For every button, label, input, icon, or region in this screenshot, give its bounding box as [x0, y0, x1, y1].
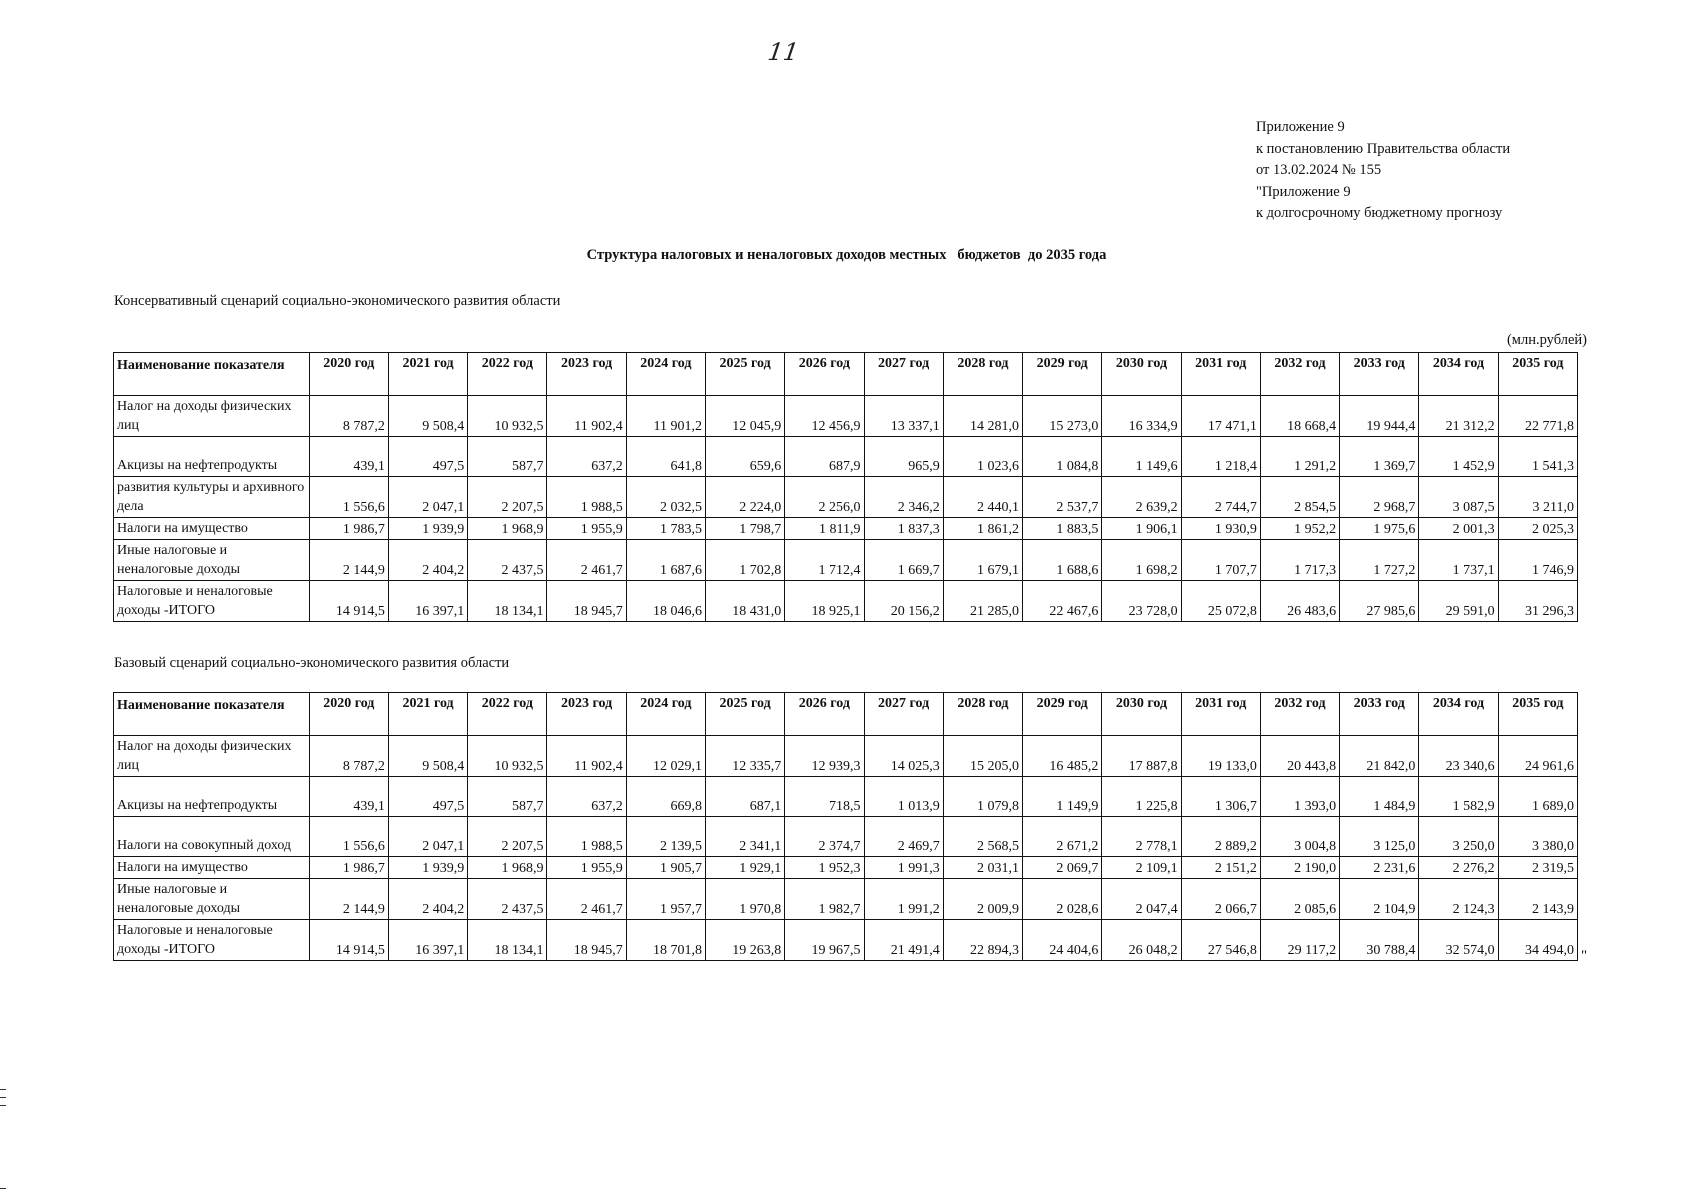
table-cell: 1 929,1 — [705, 857, 784, 879]
table-cell: 19 133,0 — [1181, 736, 1260, 777]
table-cell: 17 471,1 — [1181, 396, 1260, 437]
row-label: Налоги на имущество — [114, 857, 310, 879]
table-cell: 21 312,2 — [1419, 396, 1498, 437]
table-cell: 2 207,5 — [468, 477, 547, 518]
table-cell: 687,1 — [705, 777, 784, 817]
table-cell: 22 771,8 — [1498, 396, 1577, 437]
table-cell: 718,5 — [785, 777, 864, 817]
table-cell: 2 231,6 — [1340, 857, 1419, 879]
table-cell: 16 334,9 — [1102, 396, 1181, 437]
table-cell: 18 945,7 — [547, 581, 626, 622]
table-cell: 21 491,4 — [864, 920, 943, 961]
appendix-line: к постановлению Правительства области — [1256, 140, 1511, 157]
table-cell: 2 671,2 — [1023, 817, 1102, 857]
table-cell: 2 404,2 — [388, 540, 467, 581]
table-cell: 1 991,3 — [864, 857, 943, 879]
column-header-year: 2032 год — [1260, 693, 1339, 736]
table-cell: 1 084,8 — [1023, 437, 1102, 477]
table-cell: 1 369,7 — [1340, 437, 1419, 477]
column-header-year: 2028 год — [943, 353, 1022, 396]
table-cell: 12 939,3 — [785, 736, 864, 777]
table-body — [114, 396, 1578, 622]
table-cell: 18 134,1 — [468, 920, 547, 961]
table-cell: 27 985,6 — [1340, 581, 1419, 622]
table-cell: 1 957,7 — [626, 879, 705, 920]
table-cell: 1 861,2 — [943, 518, 1022, 540]
table-cell: 2 319,5 — [1498, 857, 1577, 879]
table-cell: 18 046,6 — [626, 581, 705, 622]
table-cell: 21 285,0 — [943, 581, 1022, 622]
table-cell: 2 256,0 — [785, 477, 864, 518]
table-cell: 1 707,7 — [1181, 540, 1260, 581]
table-cell: 2 461,7 — [547, 540, 626, 581]
row-label: Иные налоговые и неналоговые доходы — [114, 879, 310, 920]
column-header-year: 2026 год — [785, 353, 864, 396]
appendix-line: "Приложение 9 — [1256, 183, 1351, 200]
column-header-year: 2025 год — [705, 693, 784, 736]
table-row — [114, 777, 1578, 817]
column-header-year: 2023 год — [547, 353, 626, 396]
column-header-year: 2020 год — [309, 693, 388, 736]
table-row — [114, 920, 1578, 961]
table-cell: 15 273,0 — [1023, 396, 1102, 437]
scenario-heading-base: Базовый сценарий социально-экономического развития области — [114, 655, 510, 671]
document-title-text: Структура налоговых и неналоговых доходов местных бюджетов до 2035 года — [586, 247, 1107, 263]
table-cell: 1 218,4 — [1181, 437, 1260, 477]
column-header-year: 2034 год — [1419, 693, 1498, 736]
table-cell: 3 211,0 — [1498, 477, 1577, 518]
column-header-year: 2033 год — [1340, 693, 1419, 736]
table-cell: 1 905,7 — [626, 857, 705, 879]
header-row — [114, 353, 1578, 396]
table-cell: 1 023,6 — [943, 437, 1022, 477]
table-cell: 1 986,7 — [309, 857, 388, 879]
column-header-year: 2022 год — [468, 693, 547, 736]
column-header-year: 2035 год — [1498, 693, 1577, 736]
column-header-year: 2032 год — [1260, 353, 1339, 396]
table-cell: 9 508,4 — [388, 396, 467, 437]
table-row — [114, 817, 1578, 857]
table-cell: 1 225,8 — [1102, 777, 1181, 817]
table-cell: 659,6 — [705, 437, 784, 477]
table-cell: 1 955,9 — [547, 857, 626, 879]
table-cell: 29 117,2 — [1260, 920, 1339, 961]
table-cell: 1 883,5 — [1023, 518, 1102, 540]
table-cell: 1 737,1 — [1419, 540, 1498, 581]
column-header-year: 2021 год — [388, 693, 467, 736]
table-cell: 3 250,0 — [1419, 817, 1498, 857]
table-cell: 18 701,8 — [626, 920, 705, 961]
margin-mark — [0, 1105, 6, 1106]
table-cell: 18 431,0 — [705, 581, 784, 622]
table-cell: 19 944,4 — [1340, 396, 1419, 437]
column-header-year: 2035 год — [1498, 353, 1577, 396]
table-cell: 1 556,6 — [309, 477, 388, 518]
column-header-year: 2024 год — [626, 353, 705, 396]
table-cell: 1 679,1 — [943, 540, 1022, 581]
table-cell: 637,2 — [547, 437, 626, 477]
table-cell: 12 029,1 — [626, 736, 705, 777]
table-cell: 2 346,2 — [864, 477, 943, 518]
table-cell: 31 296,3 — [1498, 581, 1577, 622]
table-cell: 11 901,2 — [626, 396, 705, 437]
table-cell: 2 568,5 — [943, 817, 1022, 857]
table-cell: 2 109,1 — [1102, 857, 1181, 879]
table-cell: 1 727,2 — [1340, 540, 1419, 581]
income-table-conservative — [113, 352, 1578, 622]
table-cell: 26 048,2 — [1102, 920, 1181, 961]
table-cell: 3 004,8 — [1260, 817, 1339, 857]
table-cell: 965,9 — [864, 437, 943, 477]
table-row — [114, 540, 1578, 581]
table-cell: 497,5 — [388, 777, 467, 817]
table-cell: 1 952,3 — [785, 857, 864, 879]
table-cell: 2 139,5 — [626, 817, 705, 857]
income-table-base — [113, 692, 1578, 961]
appendix-line: к долгосрочному бюджетному прогнозу — [1256, 205, 1503, 221]
table-cell: 11 902,4 — [547, 736, 626, 777]
table-cell: 1 939,9 — [388, 518, 467, 540]
table-cell: 27 546,8 — [1181, 920, 1260, 961]
table-cell: 2 968,7 — [1340, 477, 1419, 518]
table-cell: 14 281,0 — [943, 396, 1022, 437]
table-cell: 1 079,8 — [943, 777, 1022, 817]
table-cell: 14 914,5 — [309, 581, 388, 622]
table-cell: 1 982,7 — [785, 879, 864, 920]
table-cell: 1 930,9 — [1181, 518, 1260, 540]
table-cell: 2 437,5 — [468, 540, 547, 581]
table-cell: 10 932,5 — [468, 736, 547, 777]
table-header — [114, 353, 1578, 396]
table-cell: 3 087,5 — [1419, 477, 1498, 518]
row-label: Иные налоговые и неналоговые доходы — [114, 540, 310, 581]
table-cell: 16 397,1 — [388, 920, 467, 961]
table-header — [114, 693, 1578, 736]
table-cell: 1 698,2 — [1102, 540, 1181, 581]
table-cell: 1 541,3 — [1498, 437, 1577, 477]
row-label: Налог на доходы физических лиц — [114, 736, 310, 777]
row-label: Акцизы на нефтепродукты — [114, 777, 310, 817]
table-row — [114, 857, 1578, 879]
column-header-year: 2027 год — [864, 353, 943, 396]
table-body — [114, 736, 1578, 961]
document-title — [0, 247, 1697, 264]
column-header-year: 2021 год — [388, 353, 467, 396]
table-cell: 1 746,9 — [1498, 540, 1577, 581]
table-cell: 18 134,1 — [468, 581, 547, 622]
table-row — [114, 581, 1578, 622]
appendix-line: от 13.02.2024 № 155 — [1256, 162, 1382, 178]
table-cell: 2 031,1 — [943, 857, 1022, 879]
table-cell: 637,2 — [547, 777, 626, 817]
table-cell: 2 085,6 — [1260, 879, 1339, 920]
column-header-year: 2024 год — [626, 693, 705, 736]
table-cell: 2 440,1 — [943, 477, 1022, 518]
table-cell: 1 688,6 — [1023, 540, 1102, 581]
column-header-year: 2031 год — [1181, 693, 1260, 736]
table-cell: 669,8 — [626, 777, 705, 817]
table-cell: 1 669,7 — [864, 540, 943, 581]
table-cell: 2 778,1 — [1102, 817, 1181, 857]
table-cell: 2 744,7 — [1181, 477, 1260, 518]
table-cell: 8 787,2 — [309, 396, 388, 437]
table-cell: 16 485,2 — [1023, 736, 1102, 777]
table-row — [114, 477, 1578, 518]
table-cell: 1 837,3 — [864, 518, 943, 540]
table-cell: 1 968,9 — [468, 518, 547, 540]
table-cell: 1 783,5 — [626, 518, 705, 540]
table-cell: 439,1 — [309, 437, 388, 477]
table-cell: 2 537,7 — [1023, 477, 1102, 518]
column-header-year: 2030 год — [1102, 353, 1181, 396]
table-cell: 3 125,0 — [1340, 817, 1419, 857]
table-cell: 1 988,5 — [547, 817, 626, 857]
table-cell: 497,5 — [388, 437, 467, 477]
column-header-year: 2033 год — [1340, 353, 1419, 396]
table-cell: 1 975,6 — [1340, 518, 1419, 540]
column-header-year: 2029 год — [1023, 353, 1102, 396]
table-cell: 1 717,3 — [1260, 540, 1339, 581]
table-cell: 2 404,2 — [388, 879, 467, 920]
units-label: (млн.рублей) — [1506, 332, 1587, 348]
table-cell: 25 072,8 — [1181, 581, 1260, 622]
table-cell: 1 582,9 — [1419, 777, 1498, 817]
table-cell: 22 467,6 — [1023, 581, 1102, 622]
appendix-line: Приложение 9 — [1256, 119, 1345, 135]
column-header-year: 2027 год — [864, 693, 943, 736]
table-cell: 9 508,4 — [388, 736, 467, 777]
table-cell: 32 574,0 — [1419, 920, 1498, 961]
table-cell: 24 961,6 — [1498, 736, 1577, 777]
table-cell: 1 556,6 — [309, 817, 388, 857]
table-cell: 2 001,3 — [1419, 518, 1498, 540]
table-cell: 1 712,4 — [785, 540, 864, 581]
table-cell: 1 906,1 — [1102, 518, 1181, 540]
table-cell: 2 276,2 — [1419, 857, 1498, 879]
table-row — [114, 518, 1578, 540]
table-cell: 22 894,3 — [943, 920, 1022, 961]
table-row — [114, 437, 1578, 477]
table-cell: 14 025,3 — [864, 736, 943, 777]
table-cell: 1 952,2 — [1260, 518, 1339, 540]
scenario-heading-conservative: Консервативный сценарий социально-экономического развития области — [114, 293, 561, 309]
table-cell: 687,9 — [785, 437, 864, 477]
table-cell: 1 306,7 — [1181, 777, 1260, 817]
table-cell: 1 452,9 — [1419, 437, 1498, 477]
table-cell: 2 066,7 — [1181, 879, 1260, 920]
closing-quote: " — [1581, 948, 1588, 964]
table-cell: 29 591,0 — [1419, 581, 1498, 622]
table-cell: 2 143,9 — [1498, 879, 1577, 920]
table-cell: 2 047,4 — [1102, 879, 1181, 920]
table-cell: 2 025,3 — [1498, 518, 1577, 540]
table-cell: 2 207,5 — [468, 817, 547, 857]
column-header-year: 2023 год — [547, 693, 626, 736]
table-cell: 20 156,2 — [864, 581, 943, 622]
table-cell: 2 069,7 — [1023, 857, 1102, 879]
table-cell: 18 668,4 — [1260, 396, 1339, 437]
column-header-year: 2026 год — [785, 693, 864, 736]
table-cell: 1 702,8 — [705, 540, 784, 581]
table-cell: 2 224,0 — [705, 477, 784, 518]
table-cell: 1 393,0 — [1260, 777, 1339, 817]
table-cell: 641,8 — [626, 437, 705, 477]
table-cell: 1 798,7 — [705, 518, 784, 540]
table-cell: 1 939,9 — [388, 857, 467, 879]
table-cell: 1 013,9 — [864, 777, 943, 817]
table-cell: 1 291,2 — [1260, 437, 1339, 477]
table-cell: 30 788,4 — [1340, 920, 1419, 961]
column-header-year: 2020 год — [309, 353, 388, 396]
table-cell: 2 009,9 — [943, 879, 1022, 920]
table-cell: 14 914,5 — [309, 920, 388, 961]
appendix-note — [1256, 117, 1510, 225]
column-header-name: Наименование показателя — [114, 693, 310, 736]
column-header-year: 2034 год — [1419, 353, 1498, 396]
row-label: Налог на доходы физических лиц — [114, 396, 310, 437]
column-header-year: 2028 год — [943, 693, 1022, 736]
margin-mark — [0, 1188, 6, 1189]
table-cell: 1 988,5 — [547, 477, 626, 518]
column-header-name: Наименование показателя — [114, 353, 310, 396]
table-cell: 11 902,4 — [547, 396, 626, 437]
table-cell: 13 337,1 — [864, 396, 943, 437]
table-cell: 12 335,7 — [705, 736, 784, 777]
table-cell: 20 443,8 — [1260, 736, 1339, 777]
table-cell: 21 842,0 — [1340, 736, 1419, 777]
table-cell: 23 728,0 — [1102, 581, 1181, 622]
margin-mark — [0, 1097, 6, 1098]
table-row — [114, 879, 1578, 920]
table-cell: 2 437,5 — [468, 879, 547, 920]
table-cell: 2 028,6 — [1023, 879, 1102, 920]
table-cell: 1 149,6 — [1102, 437, 1181, 477]
margin-mark — [0, 1089, 6, 1090]
table-cell: 1 955,9 — [547, 518, 626, 540]
table-cell: 2 374,7 — [785, 817, 864, 857]
table-cell: 2 190,0 — [1260, 857, 1339, 879]
table-cell: 18 945,7 — [547, 920, 626, 961]
row-label: Акцизы на нефтепродукты — [114, 437, 310, 477]
table-cell: 1 689,0 — [1498, 777, 1577, 817]
table-cell: 1 811,9 — [785, 518, 864, 540]
table-cell: 2 854,5 — [1260, 477, 1339, 518]
table-cell: 2 047,1 — [388, 477, 467, 518]
table-cell: 1 484,9 — [1340, 777, 1419, 817]
table-cell: 1 986,7 — [309, 518, 388, 540]
row-label: Налоговые и неналоговые доходы -ИТОГО — [114, 581, 310, 622]
table-cell: 2 639,2 — [1102, 477, 1181, 518]
table-row — [114, 736, 1578, 777]
table-cell: 2 889,2 — [1181, 817, 1260, 857]
table-cell: 2 151,2 — [1181, 857, 1260, 879]
table-cell: 2 469,7 — [864, 817, 943, 857]
table-cell: 1 991,2 — [864, 879, 943, 920]
row-label: Налоги на совокупный доход — [114, 817, 310, 857]
row-label: Налоги на имущество — [114, 518, 310, 540]
table-cell: 8 787,2 — [309, 736, 388, 777]
table-cell: 1 687,6 — [626, 540, 705, 581]
table-cell: 18 925,1 — [785, 581, 864, 622]
table-cell: 10 932,5 — [468, 396, 547, 437]
table-cell: 2 124,3 — [1419, 879, 1498, 920]
row-label: развития культуры и архивного дела — [114, 477, 310, 518]
table-cell: 1 970,8 — [705, 879, 784, 920]
table-cell: 34 494,0 — [1498, 920, 1577, 961]
table-cell: 2 104,9 — [1340, 879, 1419, 920]
table-cell: 23 340,6 — [1419, 736, 1498, 777]
table-cell: 19 263,8 — [705, 920, 784, 961]
table-cell: 17 887,8 — [1102, 736, 1181, 777]
column-header-year: 2031 год — [1181, 353, 1260, 396]
page-number: 11 — [766, 38, 801, 66]
table-cell: 15 205,0 — [943, 736, 1022, 777]
table-cell: 16 397,1 — [388, 581, 467, 622]
table-cell: 2 032,5 — [626, 477, 705, 518]
table-cell: 587,7 — [468, 437, 547, 477]
table-cell: 3 380,0 — [1498, 817, 1577, 857]
table-cell: 2 341,1 — [705, 817, 784, 857]
table-cell: 587,7 — [468, 777, 547, 817]
table-cell: 1 968,9 — [468, 857, 547, 879]
table-cell: 2 047,1 — [388, 817, 467, 857]
column-header-year: 2022 год — [468, 353, 547, 396]
table-cell: 2 461,7 — [547, 879, 626, 920]
table-cell: 1 149,9 — [1023, 777, 1102, 817]
table-cell: 2 144,9 — [309, 879, 388, 920]
table-cell: 12 045,9 — [705, 396, 784, 437]
column-header-year: 2029 год — [1023, 693, 1102, 736]
table-cell: 2 144,9 — [309, 540, 388, 581]
table-cell: 12 456,9 — [785, 396, 864, 437]
header-row — [114, 693, 1578, 736]
table-cell: 24 404,6 — [1023, 920, 1102, 961]
column-header-year: 2025 год — [705, 353, 784, 396]
table-cell: 439,1 — [309, 777, 388, 817]
column-header-year: 2030 год — [1102, 693, 1181, 736]
row-label: Налоговые и неналоговые доходы -ИТОГО — [114, 920, 310, 961]
table-row — [114, 396, 1578, 437]
table-cell: 19 967,5 — [785, 920, 864, 961]
table-cell: 26 483,6 — [1260, 581, 1339, 622]
